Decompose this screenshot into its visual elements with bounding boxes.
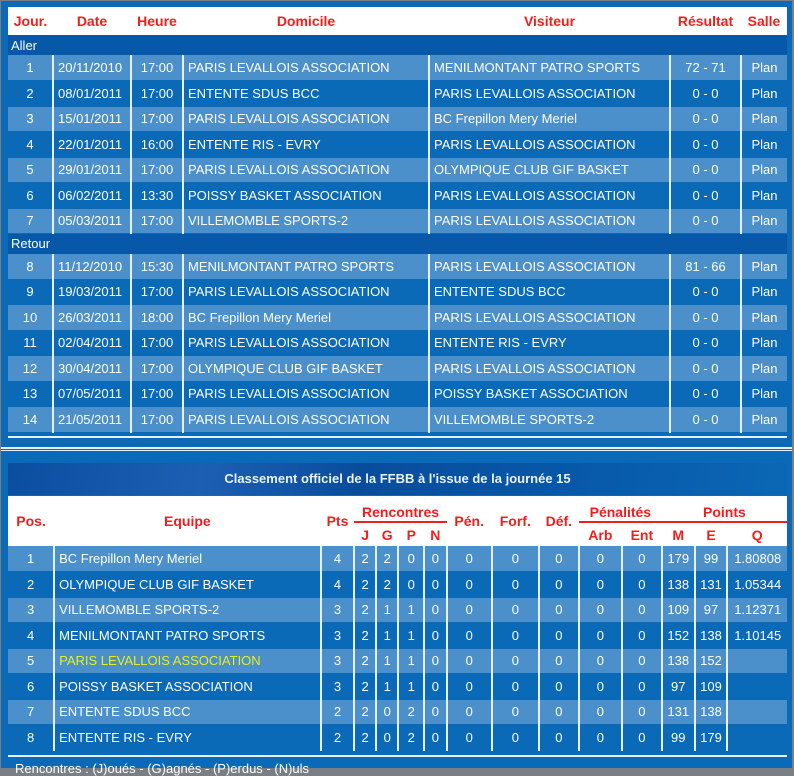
schedule-row	[8, 305, 787, 331]
cell-j: 2	[354, 623, 376, 649]
cell-j: 2	[354, 725, 376, 751]
cell-equipe: PARIS LEVALLOIS ASSOCIATION	[54, 648, 320, 674]
cell-visiteur: PARIS LEVALLOIS ASSOCIATION	[429, 356, 670, 382]
cell-def: 0	[539, 623, 579, 649]
cell-arb: 0	[579, 546, 622, 572]
cell-equipe: ENTENTE SDUS BCC	[54, 699, 320, 725]
cell-forf: 0	[492, 674, 539, 700]
plan-link[interactable]: Plan	[741, 55, 787, 81]
cell-domicile: MENILMONTANT PATRO SPORTS	[183, 254, 429, 280]
schedule-row	[8, 132, 787, 158]
schedule-table	[8, 7, 787, 433]
cell-heure: 18:00	[131, 305, 183, 331]
col-group-penalites: Pénalités	[579, 496, 662, 522]
cell-resultat: 0 - 0	[670, 208, 741, 234]
cell-pts: 3	[321, 597, 355, 623]
cell-m: 99	[662, 725, 695, 751]
col-salle: Salle	[741, 7, 787, 35]
cell-p: 1	[398, 623, 424, 649]
col-group-points: Points	[662, 496, 787, 522]
cell-ent: 0	[622, 623, 662, 649]
cell-arb: 0	[579, 699, 622, 725]
cell-q: 1.12371	[727, 597, 787, 623]
plan-link[interactable]: Plan	[741, 81, 787, 107]
cell-heure: 16:00	[131, 132, 183, 158]
cell-domicile: PARIS LEVALLOIS ASSOCIATION	[183, 330, 429, 356]
plan-link[interactable]: Plan	[741, 106, 787, 132]
cell-jour: 6	[8, 183, 53, 209]
schedule-row	[8, 407, 787, 433]
plan-link[interactable]: Plan	[741, 254, 787, 280]
plan-link[interactable]: Plan	[741, 279, 787, 305]
ranking-row	[8, 597, 787, 623]
cell-heure: 17:00	[131, 208, 183, 234]
schedule-body	[8, 35, 787, 432]
cell-pos: 1	[8, 546, 54, 572]
plan-link[interactable]: Plan	[741, 208, 787, 234]
ranking-row	[8, 648, 787, 674]
cell-e: 152	[695, 648, 728, 674]
cell-arb: 0	[579, 674, 622, 700]
cell-e: 138	[695, 623, 728, 649]
cell-visiteur: POISSY BASKET ASSOCIATION	[429, 381, 670, 407]
cell-pts: 3	[321, 648, 355, 674]
cell-n: 0	[424, 674, 447, 700]
cell-n: 0	[424, 546, 447, 572]
cell-domicile: BC Frepillon Mery Meriel	[183, 305, 429, 331]
schedule-row	[8, 254, 787, 280]
cell-jour: 9	[8, 279, 53, 305]
cell-jour: 5	[8, 157, 53, 183]
col-g: G	[376, 522, 399, 546]
cell-jour: 3	[8, 106, 53, 132]
cell-forf: 0	[492, 572, 539, 598]
ranking-title: Classement officiel de la FFBB à l'issue de la journée 15	[8, 463, 787, 495]
cell-jour: 10	[8, 305, 53, 331]
schedule-row	[8, 106, 787, 132]
cell-heure: 17:00	[131, 330, 183, 356]
cell-resultat: 72 - 71	[670, 55, 741, 81]
cell-m: 131	[662, 699, 695, 725]
cell-n: 0	[424, 699, 447, 725]
cell-j: 2	[354, 699, 376, 725]
plan-link[interactable]: Plan	[741, 330, 787, 356]
plan-link[interactable]: Plan	[741, 407, 787, 433]
cell-resultat: 0 - 0	[670, 157, 741, 183]
cell-pen: 0	[447, 674, 492, 700]
cell-date: 26/03/2011	[53, 305, 131, 331]
cell-ent: 0	[622, 674, 662, 700]
cell-resultat: 0 - 0	[670, 81, 741, 107]
cell-visiteur: ENTENTE RIS - EVRY	[429, 330, 670, 356]
cell-domicile: PARIS LEVALLOIS ASSOCIATION	[183, 381, 429, 407]
schedule-row	[8, 157, 787, 183]
plan-link[interactable]: Plan	[741, 381, 787, 407]
cell-pen: 0	[447, 699, 492, 725]
cell-arb: 0	[579, 597, 622, 623]
cell-j: 2	[354, 572, 376, 598]
cell-pos: 6	[8, 674, 54, 700]
cell-visiteur: VILLEMOMBLE SPORTS-2	[429, 407, 670, 433]
section-label: Retour	[8, 234, 787, 254]
section-label: Aller	[8, 35, 787, 55]
col-date: Date	[53, 7, 131, 35]
cell-jour: 7	[8, 208, 53, 234]
schedule-header-row	[8, 7, 787, 35]
cell-visiteur: OLYMPIQUE CLUB GIF BASKET	[429, 157, 670, 183]
cell-forf: 0	[492, 623, 539, 649]
cell-jour: 4	[8, 132, 53, 158]
cell-def: 0	[539, 546, 579, 572]
cell-def: 0	[539, 648, 579, 674]
schedule-section-1	[8, 234, 787, 254]
cell-equipe: POISSY BASKET ASSOCIATION	[54, 674, 320, 700]
schedule-row	[8, 55, 787, 81]
cell-e: 97	[695, 597, 728, 623]
cell-g: 1	[376, 597, 399, 623]
col-heure: Heure	[131, 7, 183, 35]
col-pts: Pts	[321, 496, 355, 546]
cell-equipe: VILLEMOMBLE SPORTS-2	[54, 597, 320, 623]
cell-m: 97	[662, 674, 695, 700]
cell-heure: 13:30	[131, 183, 183, 209]
col-e: E	[695, 522, 728, 546]
cell-pos: 5	[8, 648, 54, 674]
cell-e: 138	[695, 699, 728, 725]
cell-q: 1.10145	[727, 623, 787, 649]
cell-jour: 8	[8, 254, 53, 280]
col-pen: Pén.	[447, 496, 492, 546]
cell-ent: 0	[622, 546, 662, 572]
cell-pen: 0	[447, 597, 492, 623]
cell-n: 0	[424, 597, 447, 623]
cell-m: 152	[662, 623, 695, 649]
cell-date: 20/11/2010	[53, 55, 131, 81]
cell-date: 21/05/2011	[53, 407, 131, 433]
cell-heure: 17:00	[131, 81, 183, 107]
cell-e: 109	[695, 674, 728, 700]
ranking-row	[8, 725, 787, 751]
cell-resultat: 0 - 0	[670, 305, 741, 331]
plan-link[interactable]: Plan	[741, 132, 787, 158]
cell-date: 22/01/2011	[53, 132, 131, 158]
cell-heure: 17:00	[131, 106, 183, 132]
cell-domicile: PARIS LEVALLOIS ASSOCIATION	[183, 407, 429, 433]
cell-ent: 0	[622, 699, 662, 725]
cell-date: 11/12/2010	[53, 254, 131, 280]
schedule-bottom-rule	[8, 436, 787, 438]
cell-n: 0	[424, 725, 447, 751]
cell-resultat: 0 - 0	[670, 132, 741, 158]
cell-e: 131	[695, 572, 728, 598]
cell-def: 0	[539, 597, 579, 623]
ranking-bottom-rule	[8, 755, 787, 757]
cell-resultat: 0 - 0	[670, 407, 741, 433]
cell-pos: 2	[8, 572, 54, 598]
cell-arb: 0	[579, 648, 622, 674]
cell-forf: 0	[492, 648, 539, 674]
schedule-row	[8, 356, 787, 382]
cell-pen: 0	[447, 572, 492, 598]
cell-date: 02/04/2011	[53, 330, 131, 356]
cell-def: 0	[539, 572, 579, 598]
cell-visiteur: PARIS LEVALLOIS ASSOCIATION	[429, 183, 670, 209]
cell-j: 2	[354, 648, 376, 674]
cell-jour: 11	[8, 330, 53, 356]
cell-forf: 0	[492, 597, 539, 623]
cell-forf: 0	[492, 546, 539, 572]
ranking-legend: Rencontres : (J)oués - (G)agnés - (P)erdus - (N)uls	[15, 761, 310, 776]
ranking-header-row-1	[8, 496, 787, 522]
cell-date: 06/02/2011	[53, 183, 131, 209]
cell-heure: 17:00	[131, 356, 183, 382]
col-equipe: Equipe	[54, 496, 320, 546]
cell-domicile: PARIS LEVALLOIS ASSOCIATION	[183, 279, 429, 305]
plan-link[interactable]: Plan	[741, 157, 787, 183]
cell-resultat: 0 - 0	[670, 356, 741, 382]
cell-visiteur: PARIS LEVALLOIS ASSOCIATION	[429, 208, 670, 234]
col-m: M	[662, 522, 695, 546]
cell-jour: 2	[8, 81, 53, 107]
cell-pen: 0	[447, 623, 492, 649]
cell-n: 0	[424, 648, 447, 674]
schedule-section-0	[8, 35, 787, 55]
cell-jour: 14	[8, 407, 53, 433]
cell-resultat: 0 - 0	[670, 279, 741, 305]
cell-visiteur: PARIS LEVALLOIS ASSOCIATION	[429, 132, 670, 158]
cell-pts: 3	[321, 623, 355, 649]
cell-visiteur: MENILMONTANT PATRO SPORTS	[429, 55, 670, 81]
cell-m: 138	[662, 648, 695, 674]
ranking-row	[8, 546, 787, 572]
cell-e: 99	[695, 546, 728, 572]
cell-def: 0	[539, 699, 579, 725]
col-j: J	[354, 522, 376, 546]
cell-heure: 15:30	[131, 254, 183, 280]
cell-n: 0	[424, 572, 447, 598]
cell-forf: 0	[492, 725, 539, 751]
col-def: Déf.	[539, 496, 579, 546]
cell-visiteur: ENTENTE SDUS BCC	[429, 279, 670, 305]
cell-equipe: ENTENTE RIS - EVRY	[54, 725, 320, 751]
cell-forf: 0	[492, 699, 539, 725]
cell-domicile: ENTENTE RIS - EVRY	[183, 132, 429, 158]
cell-g: 0	[376, 699, 399, 725]
cell-pts: 3	[321, 674, 355, 700]
col-p: P	[398, 522, 424, 546]
cell-g: 2	[376, 546, 399, 572]
cell-q: 1.80808	[727, 546, 787, 572]
cell-date: 19/03/2011	[53, 279, 131, 305]
col-forf: Forf.	[492, 496, 539, 546]
cell-e: 179	[695, 725, 728, 751]
cell-ent: 0	[622, 725, 662, 751]
cell-p: 2	[398, 699, 424, 725]
cell-p: 1	[398, 648, 424, 674]
cell-date: 29/01/2011	[53, 157, 131, 183]
cell-pen: 0	[447, 725, 492, 751]
cell-heure: 17:00	[131, 279, 183, 305]
cell-n: 0	[424, 623, 447, 649]
ranking-row	[8, 623, 787, 649]
cell-q	[727, 674, 787, 700]
col-ent: Ent	[622, 522, 662, 546]
cell-heure: 17:00	[131, 55, 183, 81]
cell-resultat: 0 - 0	[670, 381, 741, 407]
cell-date: 05/03/2011	[53, 208, 131, 234]
cell-jour: 13	[8, 381, 53, 407]
col-jour: Jour.	[8, 7, 53, 35]
cell-domicile: VILLEMOMBLE SPORTS-2	[183, 208, 429, 234]
cell-g: 1	[376, 648, 399, 674]
cell-q: 1.05344	[727, 572, 787, 598]
cell-visiteur: PARIS LEVALLOIS ASSOCIATION	[429, 81, 670, 107]
cell-pen: 0	[447, 546, 492, 572]
schedule-row	[8, 81, 787, 107]
cell-domicile: PARIS LEVALLOIS ASSOCIATION	[183, 106, 429, 132]
cell-q	[727, 699, 787, 725]
cell-m: 179	[662, 546, 695, 572]
cell-q	[727, 725, 787, 751]
cell-resultat: 81 - 66	[670, 254, 741, 280]
cell-j: 2	[354, 546, 376, 572]
schedule-row	[8, 208, 787, 234]
col-domicile: Domicile	[183, 7, 429, 35]
cell-pts: 2	[321, 725, 355, 751]
cell-domicile: POISSY BASKET ASSOCIATION	[183, 183, 429, 209]
cell-domicile: PARIS LEVALLOIS ASSOCIATION	[183, 157, 429, 183]
cell-pen: 0	[447, 648, 492, 674]
cell-pos: 8	[8, 725, 54, 751]
cell-pos: 3	[8, 597, 54, 623]
cell-date: 07/05/2011	[53, 381, 131, 407]
cell-p: 0	[398, 572, 424, 598]
cell-pos: 4	[8, 623, 54, 649]
cell-m: 109	[662, 597, 695, 623]
cell-equipe: BC Frepillon Mery Meriel	[54, 546, 320, 572]
cell-visiteur: PARIS LEVALLOIS ASSOCIATION	[429, 254, 670, 280]
cell-def: 0	[539, 674, 579, 700]
schedule-row	[8, 330, 787, 356]
cell-date: 30/04/2011	[53, 356, 131, 382]
cell-domicile: ENTENTE SDUS BCC	[183, 81, 429, 107]
cell-date: 08/01/2011	[53, 81, 131, 107]
cell-ent: 0	[622, 648, 662, 674]
cell-j: 2	[354, 597, 376, 623]
cell-arb: 0	[579, 572, 622, 598]
cell-g: 1	[376, 623, 399, 649]
cell-g: 2	[376, 572, 399, 598]
cell-p: 1	[398, 674, 424, 700]
cell-j: 2	[354, 674, 376, 700]
col-arb: Arb	[579, 522, 622, 546]
cell-def: 0	[539, 725, 579, 751]
cell-p: 2	[398, 725, 424, 751]
ranking-row	[8, 572, 787, 598]
ranking-row	[8, 674, 787, 700]
ranking-row	[8, 699, 787, 725]
cell-resultat: 0 - 0	[670, 183, 741, 209]
cell-heure: 17:00	[131, 407, 183, 433]
cell-q	[727, 648, 787, 674]
page-frame	[1, 1, 792, 776]
ranking-body	[8, 546, 787, 750]
plan-link[interactable]: Plan	[741, 356, 787, 382]
cell-pts: 4	[321, 572, 355, 598]
cell-ent: 0	[622, 597, 662, 623]
plan-link[interactable]: Plan	[741, 183, 787, 209]
cell-jour: 12	[8, 356, 53, 382]
ranking-table	[8, 496, 787, 751]
col-visiteur: Visiteur	[429, 7, 670, 35]
cell-arb: 0	[579, 725, 622, 751]
cell-p: 0	[398, 546, 424, 572]
schedule-row	[8, 279, 787, 305]
cell-pts: 2	[321, 699, 355, 725]
cell-resultat: 0 - 0	[670, 106, 741, 132]
cell-heure: 17:00	[131, 157, 183, 183]
cell-pts: 4	[321, 546, 355, 572]
plan-link[interactable]: Plan	[741, 305, 787, 331]
col-pos: Pos.	[8, 496, 54, 546]
cell-arb: 0	[579, 623, 622, 649]
cell-pos: 7	[8, 699, 54, 725]
cell-domicile: PARIS LEVALLOIS ASSOCIATION	[183, 55, 429, 81]
cell-resultat: 0 - 0	[670, 330, 741, 356]
cell-p: 1	[398, 597, 424, 623]
col-n: N	[424, 522, 447, 546]
section-divider	[1, 447, 792, 451]
cell-heure: 17:00	[131, 381, 183, 407]
cell-equipe: OLYMPIQUE CLUB GIF BASKET	[54, 572, 320, 598]
cell-date: 15/01/2011	[53, 106, 131, 132]
cell-g: 0	[376, 725, 399, 751]
cell-visiteur: PARIS LEVALLOIS ASSOCIATION	[429, 305, 670, 331]
cell-domicile: OLYMPIQUE CLUB GIF BASKET	[183, 356, 429, 382]
col-q: Q	[727, 522, 787, 546]
schedule-row	[8, 381, 787, 407]
col-group-rencontres: Rencontres	[354, 496, 446, 522]
cell-jour: 1	[8, 55, 53, 81]
cell-g: 1	[376, 674, 399, 700]
cell-visiteur: BC Frepillon Mery Meriel	[429, 106, 670, 132]
cell-ent: 0	[622, 572, 662, 598]
col-resultat: Résultat	[670, 7, 741, 35]
schedule-row	[8, 183, 787, 209]
cell-equipe: MENILMONTANT PATRO SPORTS	[54, 623, 320, 649]
cell-m: 138	[662, 572, 695, 598]
